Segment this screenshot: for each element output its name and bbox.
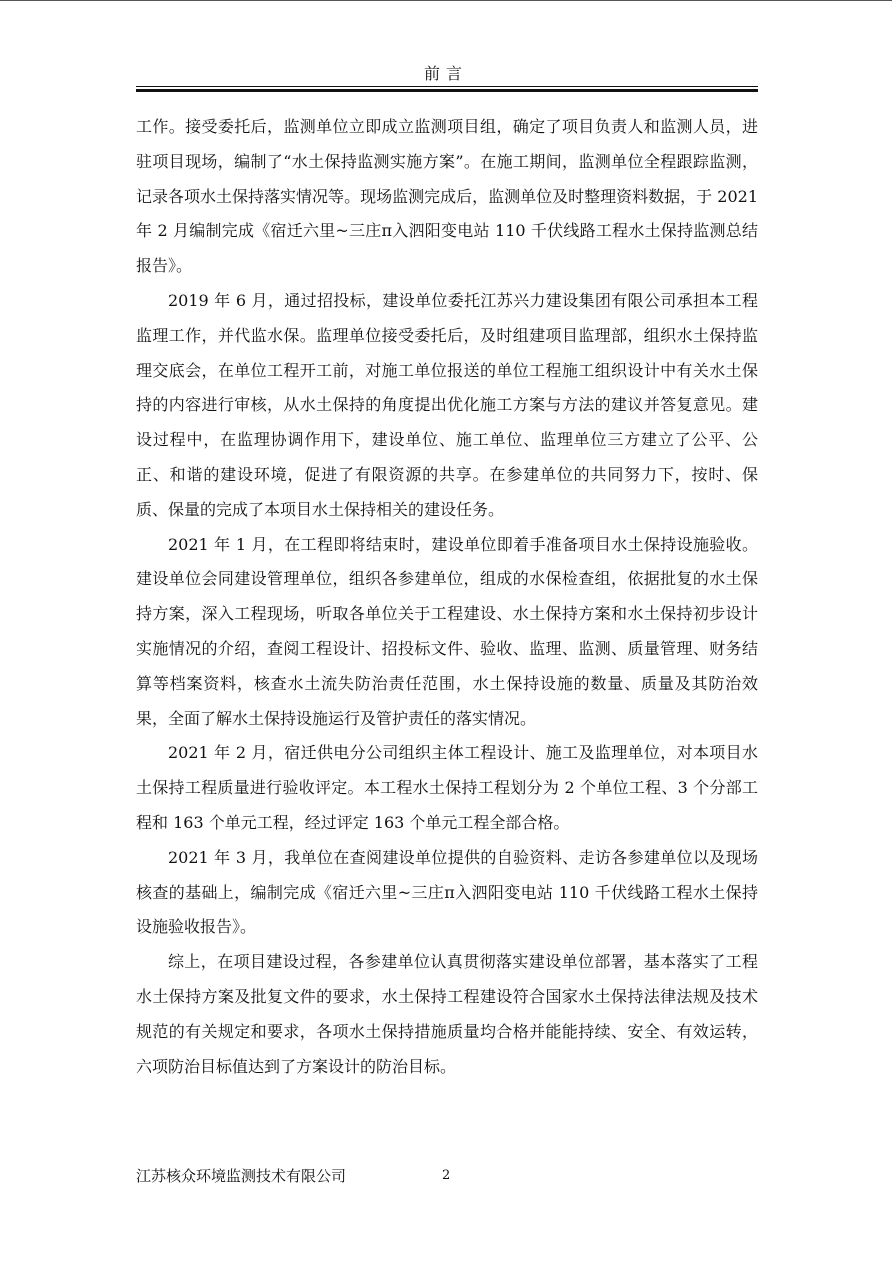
footer-company-name: 江苏核众环境监测技术有限公司	[136, 1167, 347, 1185]
header-rule-thick	[136, 89, 758, 92]
paragraph-quality-evaluation: 2021 年 2 月，宿迁供电分公司组织主体工程设计、施工及监理单位，对本项目水土保持工程质量进行验收评定。本工程水土保持工程划分为 2 个单位工程、3 个分部工程和 163 个单元工程，经过评定 163 个单元工程全部合格。	[136, 743, 758, 832]
paragraph-supervision: 2019 年 6 月，通过招投标，建设单位委托江苏兴力建设集团有限公司承担本工程监理工作，并代监水保。监理单位接受委托后，及时组建项目监理部，组织水土保持监理交底会，在单位工程开工前，对施工单位报送的单位工程施工组织设计中有关水土保持的内容进行审核，从水土保持的角度提出优化施工方案与方法的建议并答复意见。建设过程中，在监理协调作用下，建设单位、施工单位、监理单位三方建立了公平、公正、和谐的建设环境，促进了有限资源的共享。在参建单位的共同努力下，按时、保质、保量的完成了本项目水土保持相关的建设任务。	[136, 290, 758, 519]
header-rule-thin	[136, 86, 758, 87]
footer-page-number: 2	[442, 1168, 451, 1183]
paragraph-summary: 综上，在项目建设过程，各参建单位认真贯彻落实建设单位部署，基本落实了工程水土保持方案及批复文件的要求，水土保持工程建设符合国家水土保持法律法规及技术规范的有关规定和要求，各项水土保持措施质量均合格并能能持续、安全、有效运转，六项防治目标值达到了方案设计的防治目标。	[136, 952, 758, 1076]
document-body	[136, 110, 758, 1084]
paragraph-acceptance-prep: 2021 年 1 月，在工程即将结束时，建设单位即着手准备项目水土保持设施验收。建设单位会同建设管理单位，组织各参建单位，组成的水保检查组，依据批复的水土保持方案，深入工程现场，听取各单位关于工程建设、水土保持方案和水土保持初步设计实施情况的介绍，查阅工程设计、招投标文件、验收、监理、监测、质量管理、财务结算等档案资料，核查水土流失防治责任范围，水土保持设施的数量、质量及其防治效果，全面了解水土保持设施运行及管护责任的落实情况。	[136, 534, 758, 728]
paragraph-report-compilation: 2021 年 3 月，我单位在查阅建设单位提供的自验资料、走访各参建单位以及现场核查的基础上，编制完成《宿迁六里~三庄π入泗阳变电站 110 千伏线路工程水土保持设施验收报告》。	[136, 847, 758, 937]
page-top-border	[0, 0, 892, 1]
paragraph-continued: 工作。接受委托后，监测单位立即成立监测项目组，确定了项目负责人和监测人员，进驻项目现场，编制了“水土保持监测实施方案”。在施工期间，监测单位全程跟踪监测，记录各项水土保持落实情况等。现场监测完成后，监测单位及时整理资料数据，于 2021 年 2 月编制完成《宿迁六里~三庄π入泗阳变电站 110 千伏线路工程水土保持监测总结报告》。	[136, 117, 758, 276]
page-header-title: 前言	[423, 64, 468, 83]
